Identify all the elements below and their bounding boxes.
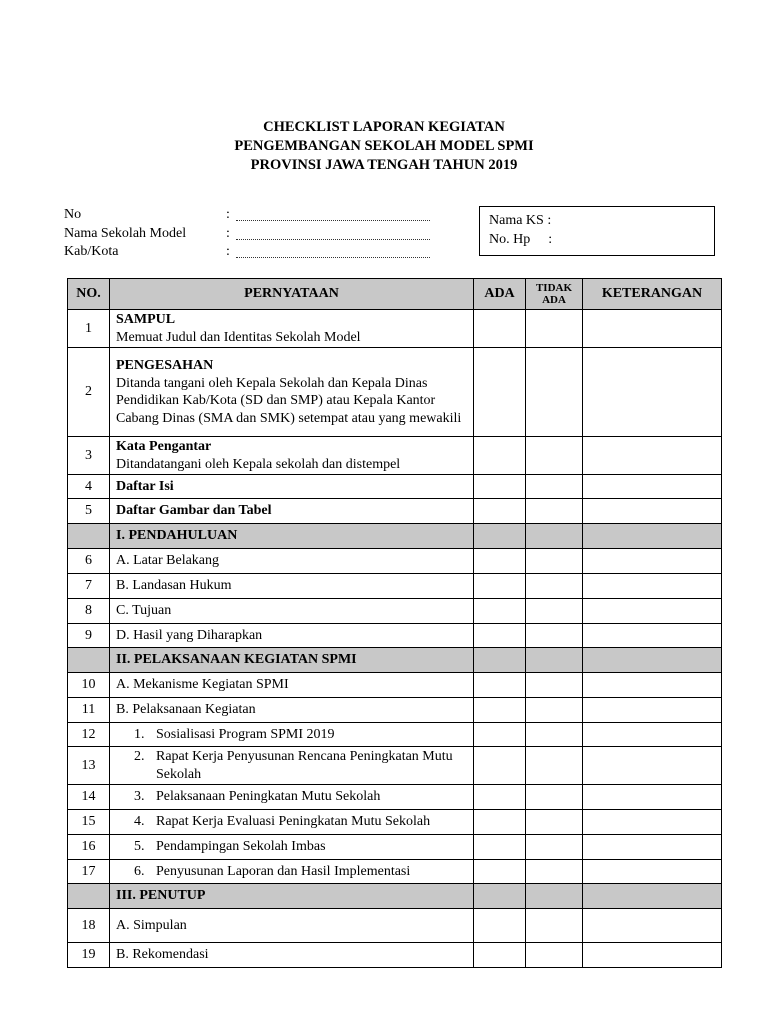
- doc-title-line-2: PENGEMBANGAN SEKOLAH MODEL SPMI: [234, 138, 534, 154]
- item-title: PENGESAHAN: [116, 358, 214, 373]
- row-number: 15: [68, 810, 110, 835]
- item-text: D. Hasil yang Diharapkan: [116, 627, 263, 643]
- checkbox-tidak-ada-cell[interactable]: [526, 909, 583, 943]
- table-row: [68, 860, 722, 884]
- checkbox-tidak-ada-cell[interactable]: [526, 475, 583, 499]
- row-statement: [110, 348, 474, 437]
- row-number: 13: [68, 747, 110, 785]
- checkbox-ada-cell[interactable]: [474, 835, 526, 860]
- section-row: [68, 884, 722, 909]
- table-body: [68, 310, 722, 968]
- table-row: [68, 909, 722, 943]
- row-statement: [110, 437, 474, 475]
- table-row: [68, 698, 722, 723]
- item-text: Rapat Kerja Penyusunan Rencana Peningkatan Mutu Sekolah: [156, 749, 453, 782]
- row-number: 1: [68, 310, 110, 348]
- section-tidak-ada-cell: [526, 524, 583, 549]
- keterangan-cell[interactable]: [583, 943, 722, 968]
- field-nama-sekolah-dotted-line[interactable]: [236, 225, 430, 240]
- section-ada-cell: [474, 884, 526, 909]
- row-statement: [110, 835, 474, 860]
- section-title: III. PENUTUP: [110, 884, 474, 909]
- checkbox-ada-cell[interactable]: [474, 810, 526, 835]
- section-tidak-ada-cell: [526, 884, 583, 909]
- section-keterangan-cell: [583, 884, 722, 909]
- row-number: 11: [68, 698, 110, 723]
- row-statement: [110, 810, 474, 835]
- row-number: 18: [68, 909, 110, 943]
- doc-title-line-3: PROVINSI JAWA TENGAH TAHUN 2019: [250, 157, 518, 173]
- sub-item: [116, 838, 467, 856]
- table-row: [68, 437, 722, 475]
- keterangan-cell[interactable]: [583, 860, 722, 884]
- row-statement: [110, 599, 474, 624]
- item-text: Rapat Kerja Evaluasi Peningkatan Mutu Sekolah: [156, 814, 431, 830]
- sub-item-number: 5.: [134, 839, 145, 855]
- checkbox-ada-cell[interactable]: [474, 437, 526, 475]
- field-colon: :: [226, 226, 230, 241]
- ks-hp-colon: :: [548, 232, 553, 247]
- item-text: Penyusunan Laporan dan Hasil Implementasi: [156, 863, 411, 879]
- row-statement: [110, 475, 474, 499]
- row-number: 12: [68, 723, 110, 747]
- checkbox-ada-cell[interactable]: [474, 310, 526, 348]
- keterangan-cell[interactable]: [583, 599, 722, 624]
- header-keterangan: KETERANGAN: [583, 279, 722, 310]
- item-title: Daftar Gambar dan Tabel: [116, 503, 272, 519]
- section-row: [68, 524, 722, 549]
- table-row: [68, 574, 722, 599]
- keterangan-cell[interactable]: [583, 574, 722, 599]
- row-number: 5: [68, 499, 110, 524]
- row-statement: [110, 747, 474, 785]
- ks-hp-row[interactable]: [489, 231, 552, 249]
- row-statement: [110, 624, 474, 648]
- header-tidak-ada: [526, 279, 583, 310]
- row-number: 9: [68, 624, 110, 648]
- row-number: 6: [68, 549, 110, 574]
- keterangan-cell[interactable]: [583, 835, 722, 860]
- field-no-dotted-line[interactable]: [236, 206, 430, 221]
- field-kab-kota[interactable]: [226, 243, 230, 261]
- checkbox-tidak-ada-cell[interactable]: [526, 723, 583, 747]
- checkbox-tidak-ada-cell[interactable]: [526, 747, 583, 785]
- keterangan-cell[interactable]: [583, 698, 722, 723]
- checkbox-ada-cell[interactable]: [474, 574, 526, 599]
- item-text: C. Tujuan: [116, 603, 172, 619]
- table-row: [68, 943, 722, 968]
- row-statement: [110, 574, 474, 599]
- checkbox-ada-cell[interactable]: [474, 698, 526, 723]
- table-row: [68, 835, 722, 860]
- checkbox-ada-cell[interactable]: [474, 499, 526, 524]
- table-row: [68, 310, 722, 348]
- row-statement: [110, 549, 474, 574]
- item-text: Sosialisasi Program SPMI 2019: [156, 726, 335, 742]
- checkbox-tidak-ada-cell[interactable]: [526, 673, 583, 698]
- item-text: A. Latar Belakang: [116, 553, 220, 569]
- row-number: 17: [68, 860, 110, 884]
- table-row: [68, 348, 722, 437]
- field-colon: :: [226, 207, 230, 222]
- row-statement: [110, 310, 474, 348]
- section-no-cell: [68, 648, 110, 673]
- checkbox-tidak-ada-cell[interactable]: [526, 310, 583, 348]
- item-text: B. Rekomendasi: [116, 947, 209, 963]
- keterangan-cell[interactable]: [583, 785, 722, 810]
- header-ada-sub: ADA: [542, 294, 566, 306]
- row-number: 4: [68, 475, 110, 499]
- table-row: [68, 723, 722, 747]
- section-tidak-ada-cell: [526, 648, 583, 673]
- header-pernyataan: PERNYATAAN: [110, 279, 474, 310]
- row-statement: [110, 943, 474, 968]
- checkbox-ada-cell[interactable]: [474, 860, 526, 884]
- item-title: Kata Pengantar: [116, 439, 212, 454]
- checkbox-ada-cell[interactable]: [474, 785, 526, 810]
- checkbox-tidak-ada-cell[interactable]: [526, 499, 583, 524]
- sub-item-number: 1.: [134, 726, 145, 742]
- item-text: Pendampingan Sekolah Imbas: [156, 839, 326, 855]
- header-tidak: TIDAK: [535, 282, 573, 294]
- checkbox-tidak-ada-cell[interactable]: [526, 549, 583, 574]
- keterangan-cell[interactable]: [583, 624, 722, 648]
- row-number: 8: [68, 599, 110, 624]
- item-description: Memuat Judul dan Identitas Sekolah Model: [116, 329, 361, 345]
- keterangan-cell[interactable]: [583, 747, 722, 785]
- item-text: B. Landasan Hukum: [116, 578, 232, 594]
- table-row: [68, 747, 722, 785]
- checkbox-ada-cell[interactable]: [474, 624, 526, 648]
- sub-item: [116, 863, 467, 881]
- checkbox-tidak-ada-cell[interactable]: [526, 810, 583, 835]
- item-text: Pelaksanaan Peningkatan Mutu Sekolah: [156, 789, 381, 805]
- section-ada-cell: [474, 648, 526, 673]
- keterangan-cell[interactable]: [583, 348, 722, 437]
- kepala-sekolah-box: [479, 206, 715, 256]
- field-label-no: No: [64, 207, 82, 222]
- checkbox-ada-cell[interactable]: [474, 909, 526, 943]
- checkbox-ada-cell[interactable]: [474, 673, 526, 698]
- field-label-nama-sekolah: Nama Sekolah Model: [64, 226, 187, 241]
- field-colon: :: [226, 244, 230, 259]
- field-kab-kota-dotted-line[interactable]: [236, 243, 430, 258]
- row-statement: [110, 673, 474, 698]
- table-row: [68, 810, 722, 835]
- section-keterangan-cell: [583, 524, 722, 549]
- row-statement: [110, 723, 474, 747]
- checkbox-ada-cell[interactable]: [474, 348, 526, 437]
- sub-item: [116, 813, 467, 831]
- header-no: NO.: [68, 279, 110, 310]
- section-no-cell: [68, 524, 110, 549]
- item-text: A. Simpulan: [116, 917, 187, 933]
- checkbox-tidak-ada-cell[interactable]: [526, 599, 583, 624]
- checkbox-ada-cell[interactable]: [474, 943, 526, 968]
- checklist-table: [67, 278, 722, 968]
- checkbox-tidak-ada-cell[interactable]: [526, 574, 583, 599]
- section-keterangan-cell: [583, 648, 722, 673]
- checkbox-ada-cell[interactable]: [474, 723, 526, 747]
- sub-item-number: 3.: [134, 789, 145, 805]
- sub-item-number: 4.: [134, 814, 145, 830]
- checkbox-ada-cell[interactable]: [474, 549, 526, 574]
- checkbox-tidak-ada-cell[interactable]: [526, 437, 583, 475]
- checkbox-tidak-ada-cell[interactable]: [526, 943, 583, 968]
- sub-item-number: 2.: [134, 749, 145, 764]
- section-ada-cell: [474, 524, 526, 549]
- keterangan-cell[interactable]: [583, 723, 722, 747]
- field-nama-sekolah[interactable]: [226, 225, 230, 243]
- keterangan-cell[interactable]: [583, 499, 722, 524]
- row-number: 16: [68, 835, 110, 860]
- table-row: [68, 599, 722, 624]
- row-number: 3: [68, 437, 110, 475]
- item-title: SAMPUL: [116, 312, 176, 327]
- checkbox-ada-cell[interactable]: [474, 747, 526, 785]
- sub-item: [116, 748, 467, 783]
- row-statement: [110, 909, 474, 943]
- table-header-row: [68, 279, 722, 310]
- item-text: B. Pelaksanaan Kegiatan: [116, 702, 256, 718]
- sub-item: [116, 726, 467, 744]
- keterangan-cell[interactable]: [583, 549, 722, 574]
- row-statement: [110, 698, 474, 723]
- checkbox-tidak-ada-cell[interactable]: [526, 785, 583, 810]
- row-statement: [110, 785, 474, 810]
- checkbox-ada-cell[interactable]: [474, 475, 526, 499]
- item-description: Ditandatangani oleh Kepala sekolah dan distempel: [116, 456, 401, 472]
- section-title: I. PENDAHULUAN: [110, 524, 474, 549]
- keterangan-cell[interactable]: [583, 437, 722, 475]
- row-number: 7: [68, 574, 110, 599]
- table-row: [68, 549, 722, 574]
- table-row: [68, 785, 722, 810]
- row-number: 10: [68, 673, 110, 698]
- section-title: II. PELAKSANAAN KEGIATAN SPMI: [110, 648, 474, 673]
- doc-title-line-1: CHECKLIST LAPORAN KEGIATAN: [263, 119, 505, 135]
- checkbox-tidak-ada-cell[interactable]: [526, 860, 583, 884]
- table-row: [68, 499, 722, 524]
- field-label-kab-kota: Kab/Kota: [64, 244, 119, 259]
- section-row: [68, 648, 722, 673]
- keterangan-cell[interactable]: [583, 810, 722, 835]
- row-number: 19: [68, 943, 110, 968]
- row-statement: [110, 860, 474, 884]
- row-number: 2: [68, 348, 110, 437]
- field-no[interactable]: [226, 206, 230, 224]
- header-ada: ADA: [474, 279, 526, 310]
- keterangan-cell[interactable]: [583, 475, 722, 499]
- checkbox-tidak-ada-cell[interactable]: [526, 624, 583, 648]
- row-number: 14: [68, 785, 110, 810]
- section-no-cell: [68, 884, 110, 909]
- sub-item: [116, 788, 467, 806]
- checkbox-ada-cell[interactable]: [474, 599, 526, 624]
- keterangan-cell[interactable]: [583, 673, 722, 698]
- ks-hp-label: No. Hp: [489, 232, 531, 247]
- table-row: [68, 673, 722, 698]
- keterangan-cell[interactable]: [583, 909, 722, 943]
- item-description: Ditanda tangani oleh Kepala Sekolah dan Kepala Dinas Pendidikan Kab/Kota (SD dan SMP) atau Kepala Kantor Cabang Dinas (SMA dan SMK) setempat atau yang mewakili: [116, 375, 462, 426]
- row-statement: [110, 499, 474, 524]
- keterangan-cell[interactable]: [583, 310, 722, 348]
- sub-item-number: 6.: [134, 863, 145, 879]
- checkbox-tidak-ada-cell[interactable]: [526, 698, 583, 723]
- table-row: [68, 475, 722, 499]
- checkbox-tidak-ada-cell[interactable]: [526, 835, 583, 860]
- ks-name-label[interactable]: Nama KS :: [489, 213, 552, 228]
- item-title: Daftar Isi: [116, 478, 174, 494]
- table-row: [68, 624, 722, 648]
- checkbox-tidak-ada-cell[interactable]: [526, 348, 583, 437]
- item-text: A. Mekanisme Kegiatan SPMI: [116, 677, 289, 693]
